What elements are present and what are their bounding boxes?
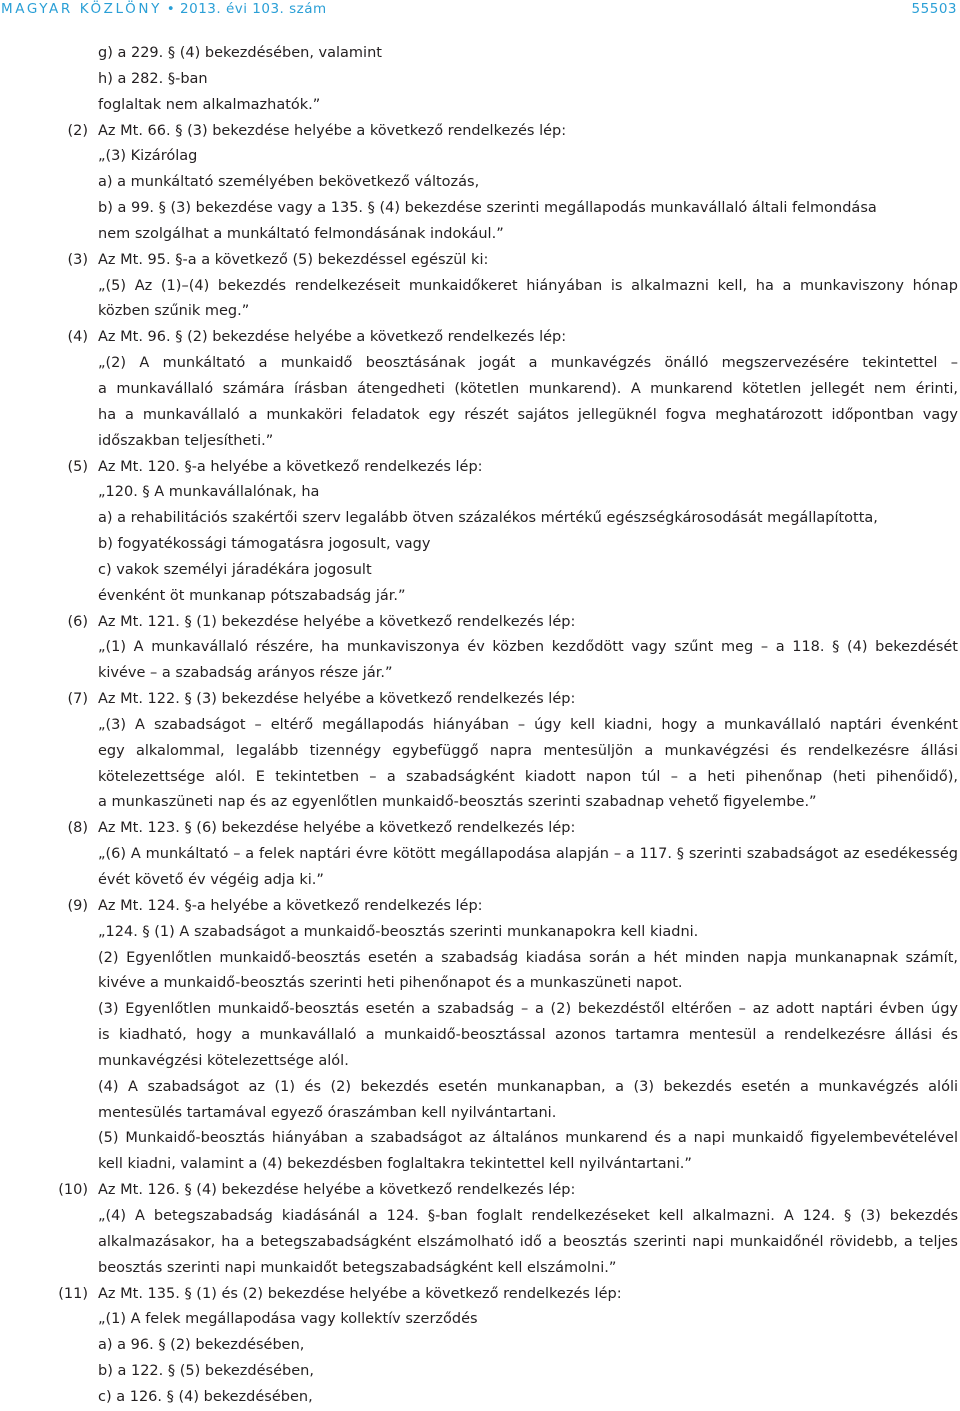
text-line (0, 790, 960, 816)
line-text: Az Mt. 66. § (3) bekezdése helyébe a következő rendelkezés lép: (98, 122, 567, 139)
paragraph-number: (10) (58, 1182, 88, 1199)
paragraph-number: (3) (67, 251, 88, 268)
line-text: „120. § A munkavállalónak, ha (98, 484, 320, 501)
paragraph-number: (11) (58, 1285, 88, 1302)
page-number: 55503 (911, 1, 957, 17)
text-line (0, 1126, 960, 1152)
text-line (0, 170, 960, 196)
text-line (0, 480, 960, 506)
line-text: „(1) A munkavállaló részére, ha munkaviszonya év közben kezdődött vagy szűnt meg – a 118. § (4) bekezdését (98, 639, 958, 656)
text-line (0, 377, 960, 403)
text-line (0, 868, 960, 894)
line-text: a) a rehabilitációs szakértői szerv legalább ötven százalékos mértékű egészségkárosodását megállapította, (98, 510, 878, 527)
paragraph-number: (4) (67, 329, 88, 346)
text-line (0, 997, 960, 1023)
text-line (0, 41, 960, 67)
numbered-paragraph-line (0, 687, 960, 713)
line-text: Az Mt. 96. § (2) bekezdése helyébe a következő rendelkezés lép: (98, 329, 567, 346)
line-text: kivéve a munkaidő-beosztás szerinti heti pihenőnapot és a munkaszüneti napot. (98, 975, 683, 992)
text-line (0, 946, 960, 972)
journal-title: MAGYAR KÖZLÖNY (1, 1, 162, 17)
text-line (0, 739, 960, 765)
paragraph-number: (5) (67, 458, 88, 475)
numbered-paragraph-line (0, 325, 960, 351)
text-line (0, 506, 960, 532)
numbered-paragraph-line (0, 455, 960, 481)
numbered-paragraph-line (0, 816, 960, 842)
text-line (0, 222, 960, 248)
text-line (0, 274, 960, 300)
line-text: évenként öt munkanap pótszabadság jár.” (98, 587, 406, 604)
text-line (0, 1075, 960, 1101)
paragraph-number: (7) (67, 691, 88, 708)
line-text: nem szolgálhat a munkáltató felmondásának indokául.” (98, 225, 504, 242)
line-text: a munkavállaló számára írásban átengedheti (kötetlen munkarend). A munkarend kötetlen jellegét nem érinti, (98, 380, 958, 397)
text-line (0, 1049, 960, 1075)
line-text: c) vakok személyi járadékára jogosult (98, 561, 372, 578)
text-line (0, 842, 960, 868)
line-text: Az Mt. 124. §-a helyébe a következő rendelkezés lép: (98, 897, 483, 914)
line-text: Az Mt. 135. § (1) és (2) bekezdése helyébe a következő rendelkezés lép: (98, 1285, 622, 1302)
line-text: h) a 282. §-ban (98, 70, 208, 87)
line-text: c) a 126. § (4) bekezdésében, (98, 1388, 313, 1405)
line-text: Az Mt. 121. § (1) bekezdése helyébe a következő rendelkezés lép: (98, 613, 576, 630)
text-line (0, 196, 960, 222)
legal-text-body (0, 41, 960, 1411)
text-line (0, 1023, 960, 1049)
line-text: időszakban teljesítheti.” (98, 432, 274, 449)
text-line (0, 661, 960, 687)
line-text: Az Mt. 126. § (4) bekezdése helyébe a következő rendelkezés lép: (98, 1182, 576, 1199)
line-text: foglaltak nem alkalmazhatók.” (98, 96, 321, 113)
text-line (0, 1359, 960, 1385)
line-text: (3) Egyenlőtlen munkaidő-beosztás esetén a szabadság – a (2) bekezdéstől eltérően – az adott naptári évben úgy (98, 1001, 958, 1018)
numbered-paragraph-line (0, 248, 960, 274)
line-text: Az Mt. 95. §-a a következő (5) bekezdéssel egészül ki: (98, 251, 489, 268)
paragraph-number: (2) (67, 122, 88, 139)
text-line (0, 1230, 960, 1256)
paragraph-number: (9) (67, 897, 88, 914)
text-line (0, 351, 960, 377)
line-text: „(5) Az (1)–(4) bekezdés rendelkezéseit munkaidőkeret hiányában is alkalmazni kell, ha a munkaviszony hónap (98, 277, 958, 294)
text-line (0, 558, 960, 584)
line-text: kell kiadni, valamint a (4) bekezdésben foglaltakra tekintettel kell nyilvántartani.” (98, 1156, 692, 1173)
line-text: a) a 96. § (2) bekezdésében, (98, 1337, 305, 1354)
text-line (0, 403, 960, 429)
text-line (0, 1204, 960, 1230)
text-line (0, 584, 960, 610)
text-line (0, 1333, 960, 1359)
line-text: egy alkalommal, legalább tizennégy egybefüggő napra mentesüljön a munkavégzési és rendelkezésre állási (98, 742, 958, 759)
paragraph-number: (6) (67, 613, 88, 630)
line-text: „(4) A betegszabadság kiadásánál a 124. §-ban foglalt rendelkezéseket kell alkalmazni. A 124. § (3) bekezdés (98, 1207, 958, 1224)
numbered-paragraph-line (0, 119, 960, 145)
line-text: munkavégzési kötelezettsége alól. (98, 1052, 349, 1069)
text-line (0, 765, 960, 791)
line-text: mentesülés tartamával egyező óraszámban kell nyilvántartani. (98, 1104, 557, 1121)
line-text: „(2) A munkáltató a munkaidő beosztásának jogát a munkavégzés önálló megszervezésére tekintettel – (98, 355, 958, 372)
text-line (0, 1152, 960, 1178)
line-text: beosztás szerinti napi munkaidőt betegszabadságként kell elszámolni.” (98, 1259, 617, 1276)
line-text: kivéve – a szabadság arányos része jár.” (98, 665, 393, 682)
line-text: Az Mt. 123. § (6) bekezdése helyébe a következő rendelkezés lép: (98, 820, 576, 837)
text-line (0, 1385, 960, 1411)
text-line (0, 635, 960, 661)
line-text: Az Mt. 120. §-a helyébe a következő rendelkezés lép: (98, 458, 483, 475)
text-line (0, 299, 960, 325)
numbered-paragraph-line (0, 894, 960, 920)
text-line (0, 532, 960, 558)
line-text: b) a 99. § (3) bekezdése vagy a 135. § (4) bekezdése szerinti megállapodás munkavállaló általi felmondása (98, 200, 877, 217)
line-text: a munkaszüneti nap és az egyenlőtlen munkaidő-beosztás szerinti szabadnap vehető figyelembe.” (98, 794, 817, 811)
line-text: „(3) Kizárólag (98, 148, 198, 165)
line-text: alkalmazásakor, ha a betegszabadságként elszámolható idő a beosztás szerinti napi munkaidőnél rövidebb, a teljes (98, 1233, 958, 1250)
text-line (0, 1256, 960, 1282)
line-text: g) a 229. § (4) bekezdésében, valamint (98, 45, 382, 61)
line-text: b) a 122. § (5) bekezdésében, (98, 1363, 314, 1380)
issue-number: 2013. évi 103. szám (180, 1, 327, 17)
line-text: b) fogyatékossági támogatásra jogosult, vagy (98, 536, 431, 553)
line-text: Az Mt. 122. § (3) bekezdése helyébe a következő rendelkezés lép: (98, 691, 576, 708)
line-text: kötelezettsége alól. E tekintetben – a szabadságként kiadott napon túl – a heti pihenőnap (heti pihenőidő), (98, 768, 958, 785)
numbered-paragraph-line (0, 1178, 960, 1204)
line-text: „124. § (1) A szabadságot a munkaidő-beosztás szerinti munkanapokra kell kiadni. (98, 923, 699, 940)
text-line (0, 971, 960, 997)
text-line (0, 93, 960, 119)
line-text: is kiadható, hogy a munkavállaló a munkaidő-beosztással azonos tartamra mentesül a rendelkezésre állási és (98, 1027, 958, 1044)
numbered-paragraph-line (0, 610, 960, 636)
text-line (0, 144, 960, 170)
line-text: „(3) A szabadságot – eltérő megállapodás hiányában – úgy kell kiadni, hogy a munkavállaló naptári évenként (98, 716, 958, 733)
header-bullet: • (166, 1, 176, 17)
text-line (0, 67, 960, 93)
paragraph-number: (8) (67, 820, 88, 837)
text-line (0, 1307, 960, 1333)
line-text: évét követő év végéig adja ki.” (98, 872, 324, 888)
text-line (0, 429, 960, 455)
line-text: „(1) A felek megállapodása vagy kollektív szerződés (98, 1311, 478, 1328)
line-text: (4) A szabadságot az (1) és (2) bekezdés esetén munkanapban, a (3) bekezdés esetén a munkavégzés alóli (98, 1078, 958, 1095)
line-text: „(6) A munkáltató – a felek naptári évre kötött megállapodása alapján – a 117. § szerinti szabadságot az esedékesség (98, 846, 958, 863)
line-text: ha a munkavállaló a munkaköri feladatok egy részét sajátos jellegüknél fogva meghatározott időpontban vagy (98, 406, 958, 423)
text-line (0, 713, 960, 739)
line-text: (5) Munkaidő-beosztás hiányában a szabadságot az általános munkarend és a napi munkaidő figyelembevételével (98, 1130, 958, 1147)
text-line (0, 920, 960, 946)
header-journal-info (1, 1, 327, 17)
page-header (0, 0, 960, 20)
line-text: (2) Egyenlőtlen munkaidő-beosztás esetén a szabadság kiadása során a hét minden napja munkanapnak számít, (98, 949, 958, 966)
line-text: közben szűnik meg.” (98, 303, 250, 320)
line-text: a) a munkáltató személyében bekövetkező változás, (98, 174, 480, 191)
text-line (0, 1101, 960, 1127)
numbered-paragraph-line (0, 1282, 960, 1308)
